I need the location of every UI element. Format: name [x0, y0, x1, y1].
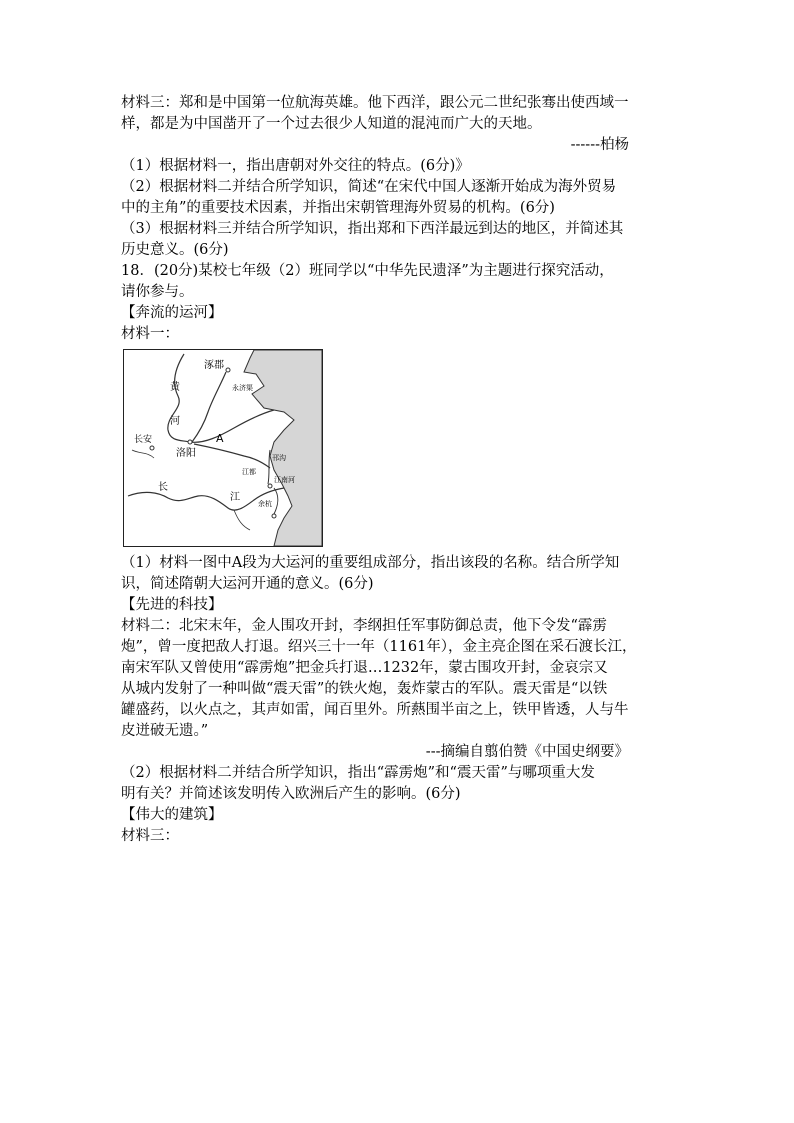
grand-canal-map-svg — [124, 350, 322, 546]
label-zhuojun: 涿郡 — [204, 360, 224, 371]
tributary — [132, 450, 154, 458]
material-2-text-cont: 炮”，曾一度把敌人打退。绍兴三十一年（1161年），金主亮企图在采石渡长江， — [121, 639, 637, 655]
label-huang: 黄 — [170, 382, 180, 393]
tributary — [234, 510, 250, 530]
material-question-2-cont: 明有关？并简述该发明传入欧洲后产生的影响。(6分) — [121, 786, 461, 802]
yuhang-dot — [272, 514, 276, 518]
material-question-2: （2）根据材料二并结合所学知识，指出“霹雳炮”和“震天雷”与哪项重大发 — [121, 765, 595, 781]
question-3: （3）根据材料三并结合所学知识，指出郑和下西洋最远到达的地区，并简述其 — [121, 221, 624, 237]
material-2-text: 材料二：北宋末年，金人围攻开封，李纲担任军事防御总责，他下令发“霹雳 — [121, 618, 607, 634]
material-2-text-cont: 皮迸破无遗。” — [121, 723, 209, 739]
question-18-cont: 请你参与。 — [121, 284, 194, 300]
jiangdu-dot — [268, 484, 272, 488]
jiangnan-canal — [274, 488, 278, 514]
material-2-text-cont: 罐盛药，以火点之，其声如雷，闻百里外。所爇围半亩之上，铁甲皆透，人与牛 — [121, 702, 629, 718]
changan-dot — [150, 446, 154, 450]
grand-canal-map — [123, 349, 323, 547]
document-page — [121, 93, 681, 847]
map-question-1: （1）材料一图中A段为大运河的重要组成部分，指出该段的名称。结合所学知 — [121, 555, 620, 571]
label-chang: 长 — [158, 482, 168, 493]
luoyang-dot — [188, 440, 192, 444]
tongji-canal — [194, 444, 270, 468]
label-yongji: 永济渠 — [232, 384, 253, 392]
material-2-text-cont: 从城内发射了一种叫做“震天雷”的铁火炮，轰炸蒙古的军队。震天雷是“以铁 — [121, 681, 608, 697]
question-2-cont: 中的主角”的重要技术因素，并指出宋朝管理海外贸易的机构。(6分) — [121, 200, 555, 216]
material-1-label: 材料一： — [121, 326, 179, 342]
label-jiang: 江 — [230, 492, 240, 503]
map-question-1-cont: 识，简述隋朝大运河开通的意义。(6分) — [121, 576, 374, 592]
material-3-author: ------柏杨 — [570, 137, 629, 153]
label-yuhang: 余杭 — [258, 500, 272, 508]
material-2-text-cont: 南宋军队又曾使用“霹雳炮”把金兵打退…1232年，蒙古围攻开封，金哀宗又 — [121, 660, 608, 676]
question-2: （2）根据材料二并结合所学知识，简述“在宋代中国人逐渐开始成为海外贸易 — [121, 179, 617, 195]
question-3-cont: 历史意义。(6分) — [121, 242, 229, 258]
label-jiangnanhe: 江南河 — [274, 476, 295, 484]
label-changan: 长安 — [134, 435, 153, 445]
section-architecture-heading: 【伟大的建筑】 — [121, 807, 223, 823]
question-18: 18．(20分)某校七年级（2）班同学以“中华先民遗泽”为主题进行探究活动， — [121, 263, 614, 279]
section-canal-heading: 【奔流的运河】 — [121, 305, 223, 321]
question-1: （1）根据材料一，指出唐朝对外交往的特点。(6分)》 — [121, 158, 470, 174]
material-3-text-cont: 样，都是为中国凿开了一个过去很少人知道的混沌而广大的天地。 — [121, 116, 542, 132]
label-a: A — [216, 432, 224, 445]
section-tech-heading: 【先进的科技】 — [121, 597, 223, 613]
label-he: 河 — [170, 416, 180, 427]
material-2-source: ---摘编自翦伯赞《中国史纲要》 — [425, 744, 629, 760]
label-luoyang: 洛阳 — [176, 448, 196, 459]
label-jiangdu: 江都 — [242, 468, 256, 476]
material-3-label: 材料三： — [121, 828, 179, 844]
material-3-text: 材料三：郑和是中国第一位航海英雄。他下西洋，跟公元二世纪张骞出使西域一 — [121, 95, 629, 111]
sea-region — [244, 350, 322, 546]
label-hangou: 邗沟 — [272, 454, 286, 462]
zhuojun-dot — [226, 368, 230, 372]
